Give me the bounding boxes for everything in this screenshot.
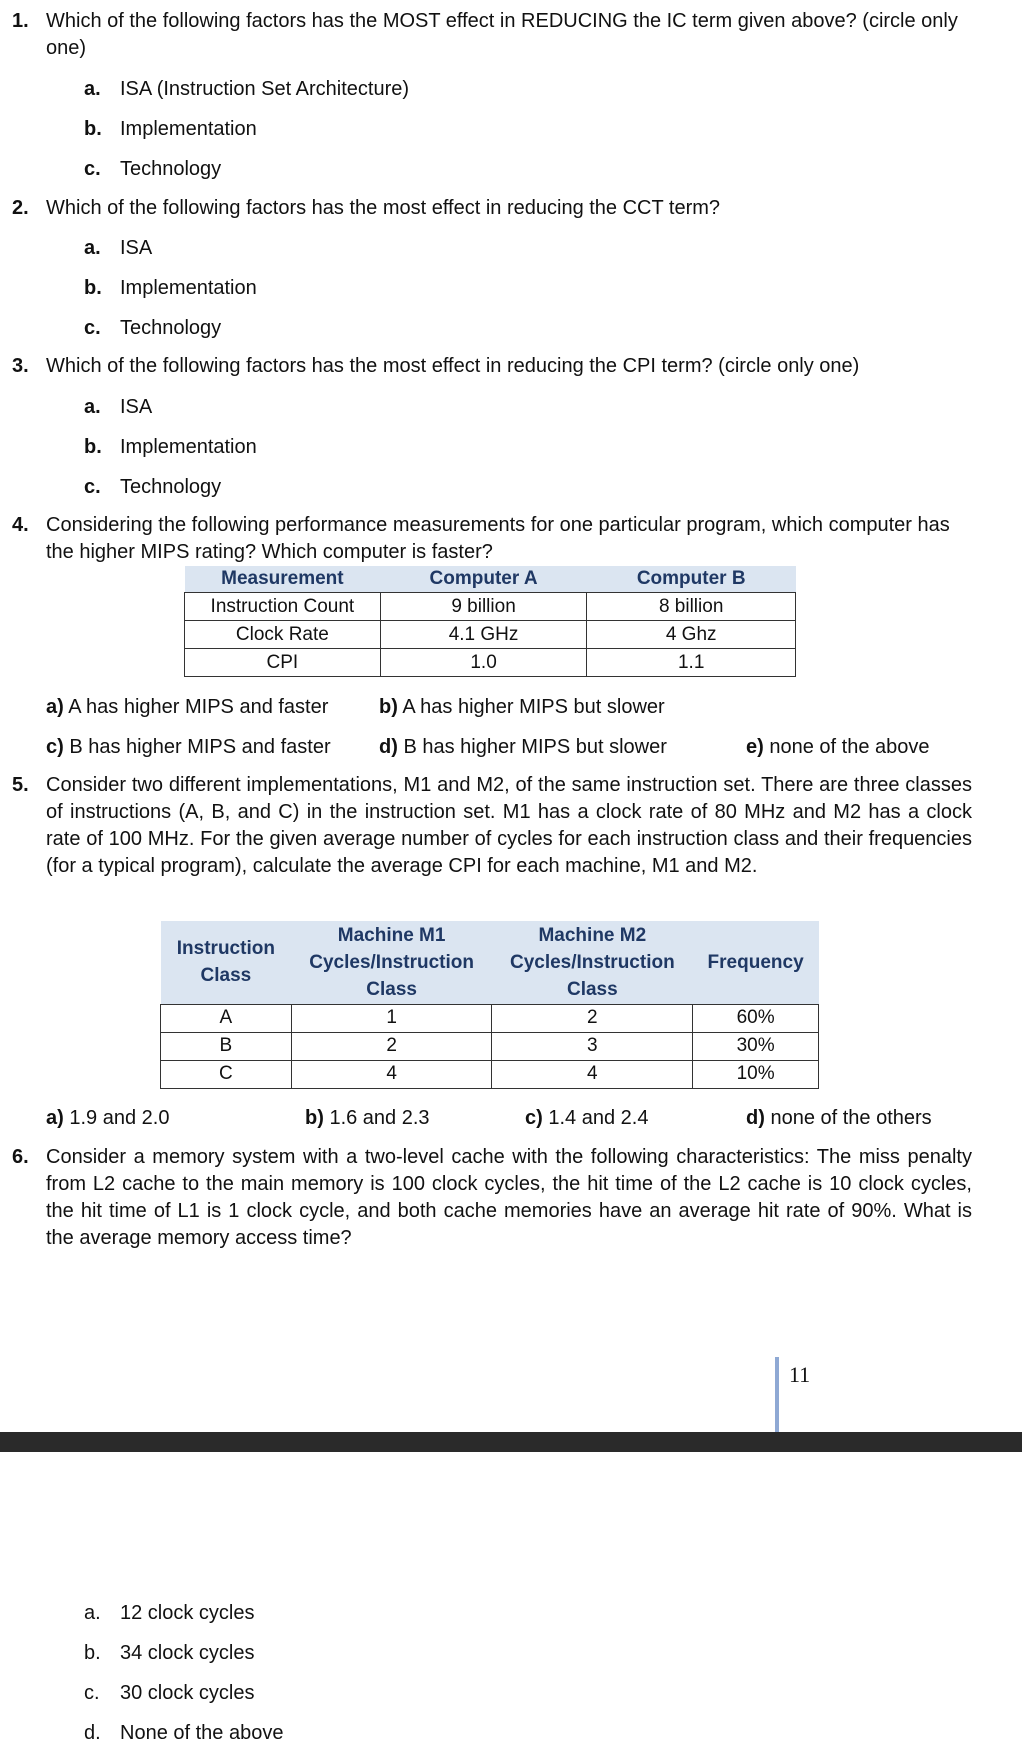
table-row bbox=[161, 1060, 819, 1088]
question-number: 4. bbox=[12, 514, 29, 536]
table-row bbox=[161, 1032, 819, 1060]
answer-option[interactable] bbox=[46, 734, 331, 760]
table-header-cell: Computer B bbox=[587, 566, 796, 593]
option-letter: a. bbox=[84, 78, 101, 100]
table-cell: 60% bbox=[693, 1004, 819, 1032]
answer-letter: a) bbox=[46, 1107, 64, 1129]
answer-text: 1.4 and 2.4 bbox=[542, 1107, 649, 1129]
table-cell: 8 billion bbox=[587, 593, 796, 621]
answer-option[interactable] bbox=[525, 1105, 648, 1131]
question-4 bbox=[12, 512, 972, 566]
header-line: Cycles/Instruction bbox=[509, 951, 675, 973]
option[interactable] bbox=[84, 275, 257, 301]
table-cell: A bbox=[161, 1004, 292, 1032]
answer-text: 1.6 and 2.3 bbox=[323, 1107, 430, 1129]
option-letter: c. bbox=[84, 158, 101, 180]
option[interactable] bbox=[84, 1600, 255, 1626]
table-header-cell: Measurement bbox=[185, 566, 381, 593]
option[interactable] bbox=[84, 1680, 255, 1706]
answer-letter: e) bbox=[746, 736, 764, 758]
table-row bbox=[185, 593, 796, 621]
option[interactable] bbox=[84, 1640, 255, 1666]
option[interactable] bbox=[84, 156, 221, 182]
question-6 bbox=[12, 1144, 972, 1252]
header-line: Machine M1 bbox=[337, 924, 446, 946]
page-divider bbox=[0, 1432, 1022, 1452]
option[interactable] bbox=[84, 394, 152, 420]
table-header-cell bbox=[492, 921, 693, 1004]
option-text: None of the above bbox=[120, 1722, 284, 1744]
table-cell: 2 bbox=[291, 1032, 492, 1060]
header-line: Machine M2 bbox=[538, 924, 647, 946]
table-header-cell: Computer A bbox=[380, 566, 587, 593]
table-cell: 9 billion bbox=[380, 593, 587, 621]
answer-text: B has higher MIPS but slower bbox=[397, 736, 667, 758]
answer-option[interactable] bbox=[46, 1105, 169, 1131]
question-text: Which of the following factors has the most effect in reducing the CCT term? bbox=[46, 197, 721, 219]
question-number: 1. bbox=[12, 10, 29, 32]
option-letter: c. bbox=[84, 1682, 100, 1704]
option[interactable] bbox=[84, 116, 257, 142]
question-text: Which of the following factors has the most effect in reducing the CPI term? (circle only one) bbox=[46, 355, 860, 377]
table-cell: C bbox=[161, 1060, 292, 1088]
option[interactable] bbox=[84, 434, 257, 460]
table-cell: 10% bbox=[693, 1060, 819, 1088]
option-letter: b. bbox=[84, 118, 102, 140]
question-text: Which of the following factors has the MOST effect in REDUCING the IC term given above? (circle only one) bbox=[46, 10, 958, 59]
option-letter: c. bbox=[84, 476, 101, 498]
table-header-cell bbox=[693, 921, 819, 1004]
header-line: Class bbox=[566, 978, 618, 1000]
table-cell: Clock Rate bbox=[185, 621, 381, 649]
option-text: Technology bbox=[120, 476, 222, 498]
table-header-row bbox=[161, 921, 819, 1004]
option[interactable] bbox=[84, 76, 409, 102]
answer-letter: c) bbox=[525, 1107, 543, 1129]
table-cell: 4 bbox=[291, 1060, 492, 1088]
header-line: Frequency bbox=[707, 951, 804, 973]
answer-letter: b) bbox=[305, 1107, 324, 1129]
page-number: 11 bbox=[789, 1362, 811, 1387]
question-1 bbox=[12, 8, 972, 62]
option-text: ISA (Instruction Set Architecture) bbox=[120, 78, 410, 100]
table-cell: 4.1 GHz bbox=[380, 621, 587, 649]
option-text: 34 clock cycles bbox=[120, 1642, 255, 1664]
option[interactable] bbox=[84, 315, 221, 341]
answer-option[interactable] bbox=[46, 694, 328, 720]
question-text: Considering the following performance measurements for one particular program, which computer has the higher MIPS rating? Which computer is faster? bbox=[46, 514, 950, 563]
answer-option[interactable] bbox=[379, 734, 667, 760]
table-header-cell bbox=[161, 921, 292, 1004]
table-cell: 1 bbox=[291, 1004, 492, 1032]
table-cell: 2 bbox=[492, 1004, 693, 1032]
table-row bbox=[185, 621, 796, 649]
option[interactable] bbox=[84, 1720, 283, 1746]
answer-text: none of the above bbox=[763, 736, 930, 758]
option-text: Technology bbox=[120, 158, 222, 180]
question-2 bbox=[12, 195, 972, 222]
table-header-cell bbox=[291, 921, 492, 1004]
option-letter: a. bbox=[84, 396, 101, 418]
page-number-bar bbox=[775, 1357, 779, 1432]
option-text: Implementation bbox=[120, 277, 257, 299]
table-cell: B bbox=[161, 1032, 292, 1060]
option-letter: d. bbox=[84, 1722, 101, 1744]
cpi-table bbox=[160, 921, 819, 1089]
option-text: Implementation bbox=[120, 118, 257, 140]
question-3 bbox=[12, 353, 972, 380]
table-cell: 1.0 bbox=[380, 649, 587, 677]
option-letter: a. bbox=[84, 237, 101, 259]
question-text: Consider a memory system with a two-level cache with the following characteristics: The miss penalty from L2 cache to the main memory is 100 clock cycles, the hit time of the L2 cache is 10 clock cycles, the hit time of L1 is 1 clock cycle, and both cache memories have an average hit rate of 90%. What is the average memory access time? bbox=[46, 1146, 972, 1249]
answer-text: B has higher MIPS and faster bbox=[63, 736, 331, 758]
header-line: Cycles/Instruction bbox=[309, 951, 474, 973]
answer-letter: d) bbox=[746, 1107, 765, 1129]
answer-text: A has higher MIPS but slower bbox=[397, 696, 665, 718]
answer-text: none of the others bbox=[764, 1107, 932, 1129]
option[interactable] bbox=[84, 235, 152, 261]
table-cell: 4 Ghz bbox=[587, 621, 796, 649]
header-line: Class bbox=[200, 965, 252, 987]
header-line: Instruction bbox=[176, 938, 275, 960]
table-row bbox=[185, 649, 796, 677]
answer-option[interactable] bbox=[305, 1105, 430, 1131]
table-row bbox=[161, 1004, 819, 1032]
option-letter: b. bbox=[84, 436, 102, 458]
table-cell: 30% bbox=[693, 1032, 819, 1060]
option-text: 12 clock cycles bbox=[120, 1602, 255, 1624]
answer-letter: d) bbox=[379, 736, 398, 758]
table-cell: Instruction Count bbox=[185, 593, 381, 621]
answer-option[interactable] bbox=[379, 694, 665, 720]
option[interactable] bbox=[84, 474, 221, 500]
table-cell: 1.1 bbox=[587, 649, 796, 677]
answer-option[interactable] bbox=[746, 734, 930, 760]
option-text: Implementation bbox=[120, 436, 257, 458]
table-cell: CPI bbox=[185, 649, 381, 677]
table-cell: 4 bbox=[492, 1060, 693, 1088]
answer-option[interactable] bbox=[746, 1105, 932, 1131]
question-number: 3. bbox=[12, 355, 29, 377]
answer-letter: c) bbox=[46, 736, 64, 758]
option-text: Technology bbox=[120, 317, 222, 339]
answer-text: A has higher MIPS and faster bbox=[63, 696, 329, 718]
option-letter: b. bbox=[84, 277, 102, 299]
option-letter: a. bbox=[84, 1602, 101, 1624]
header-line: Class bbox=[366, 978, 417, 1000]
question-number: 6. bbox=[12, 1146, 29, 1168]
table-header-row bbox=[185, 566, 796, 593]
question-text: Consider two different implementations, M1 and M2, of the same instruction set. There are three classes of instructions (A, B, and C) in the instruction set. M1 has a clock rate of 80 MHz and M2 has a clock rate of 100 MHz. For the given average number of cycles for each instruction class and their frequencies (for a typical program), calculate the average CPI for each machine, M1 and M2. bbox=[46, 774, 972, 877]
question-number: 2. bbox=[12, 197, 29, 219]
question-number: 5. bbox=[12, 774, 29, 796]
option-letter: b. bbox=[84, 1642, 101, 1664]
question-5 bbox=[12, 772, 972, 880]
option-text: 30 clock cycles bbox=[120, 1682, 255, 1704]
table-cell: 3 bbox=[492, 1032, 693, 1060]
option-text: ISA bbox=[120, 237, 153, 259]
performance-table bbox=[184, 566, 796, 677]
answer-text: 1.9 and 2.0 bbox=[63, 1107, 170, 1129]
answer-letter: a) bbox=[46, 696, 64, 718]
option-text: ISA bbox=[120, 396, 153, 418]
answer-letter: b) bbox=[379, 696, 398, 718]
option-letter: c. bbox=[84, 317, 101, 339]
